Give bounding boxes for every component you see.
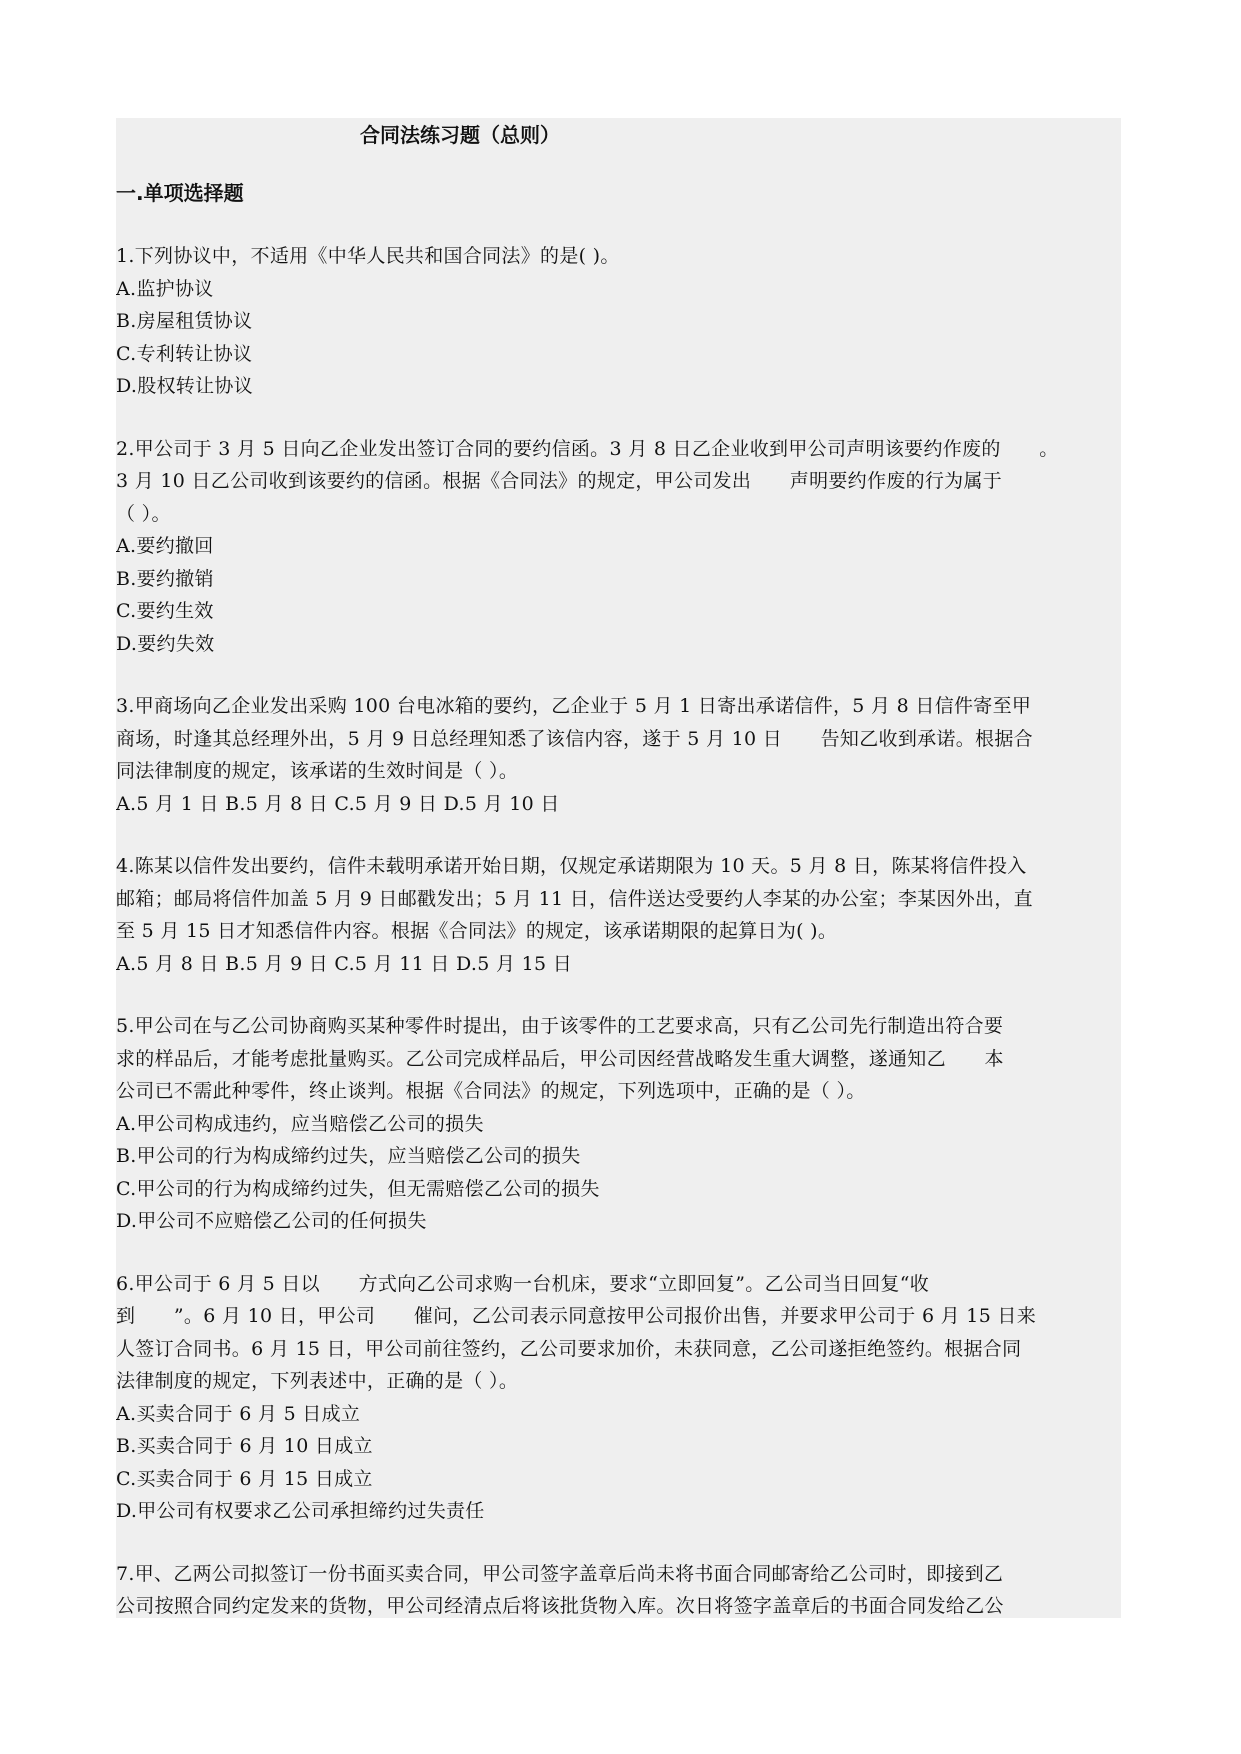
- answer-option: A.监护协议: [116, 277, 214, 300]
- question-text-line: 5.甲公司在与乙公司协商购买某种零件时提出，由于该零件的工艺要求高，只有乙公司先行制造出符合要: [116, 1015, 1004, 1037]
- question-text-line: 到 ”。6 月 10 日，甲公司 催问，乙公司表示同意按甲公司报价出售，并要求甲公司于 6 月 15 日来: [116, 1305, 1037, 1327]
- question-7: [116, 1558, 1121, 1619]
- question-text-line: 求的样品后，才能考虑批量购买。乙公司完成样品后，甲公司因经营战略发生重大调整，遂通知乙 本: [116, 1047, 1004, 1070]
- question-text-line: 3.甲商场向乙企业发出采购 100 台电冰箱的要约，乙企业于 5 月 1 日寄出承诺信件，5 月 8 日信件寄至甲: [116, 695, 1032, 717]
- question-2: [116, 433, 1121, 661]
- answer-option: B.要约撤销: [116, 567, 214, 590]
- answer-option: A.5 月 1 日 B.5 月 8 日 C.5 月 9 日 D.5 月 10 日: [116, 792, 560, 815]
- answer-option: A.甲公司构成违约，应当赔偿乙公司的损失: [116, 1112, 484, 1135]
- question-text-line: 至 5 月 15 日才知悉信件内容。根据《合同法》的规定，该承诺期限的起算日为( )。: [116, 920, 838, 942]
- answer-option: A.买卖合同于 6 月 5 日成立: [116, 1402, 361, 1425]
- question-text-line: 人签订合同书。6 月 15 日，甲公司前往签约，乙公司要求加价，未获同意，乙公司遂拒绝签约。根据合同: [116, 1337, 1022, 1360]
- answer-option: B.房屋租赁协议: [116, 310, 253, 332]
- question-text-line: 公司按照合同约定发来的货物，甲公司经清点后将该批货物入库。次日将签字盖章后的书面合同发给乙公: [116, 1595, 1004, 1617]
- answer-option: D.要约失效: [116, 632, 215, 655]
- question-text-line: 商场，时逢其总经理外出，5 月 9 日总经理知悉了该信内容，遂于 5 月 10 日 告知乙收到承诺。根据合: [116, 727, 1033, 750]
- question-text-line: （ ）。: [116, 502, 171, 525]
- answer-option: C.专利转让协议: [116, 342, 253, 365]
- question-text-line: 公司已不需此种零件，终止谈判。根据《合同法》的规定，下列选项中，正确的是（ ）。: [116, 1080, 866, 1102]
- answer-option: D.甲公司不应赔偿乙公司的任何损失: [116, 1210, 427, 1232]
- question-text-line: 1.下列协议中，不适用《中华人民共和国合同法》的是( )。: [116, 245, 620, 267]
- answer-option: A.5 月 8 日 B.5 月 9 日 C.5 月 11 日 D.5 月 15 日: [116, 952, 573, 975]
- answer-option: D.甲公司有权要求乙公司承担缔约过失责任: [116, 1500, 485, 1522]
- question-6: [116, 1268, 1121, 1528]
- document-page: [116, 118, 1121, 1618]
- question-text-line: 6.甲公司于 6 月 5 日以 方式向乙公司求购一台机床，要求“立即回复”。乙公司当日回复“收: [116, 1272, 930, 1295]
- question-3: [116, 690, 1121, 820]
- question-list: [116, 240, 1121, 1618]
- answer-option: A.要约撤回: [116, 535, 214, 557]
- answer-option: C.甲公司的行为构成缔约过失，但无需赔偿乙公司的损失: [116, 1177, 600, 1200]
- question-1: [116, 240, 1121, 403]
- answer-option: C.买卖合同于 6 月 15 日成立: [116, 1467, 373, 1490]
- question-text-line: 4.陈某以信件发出要约，信件未载明承诺开始日期，仅规定承诺期限为 10 天。5 月 8 日，陈某将信件投入: [116, 855, 1027, 877]
- answer-option: C.要约生效: [116, 600, 214, 622]
- question-text-line: 同法律制度的规定，该承诺的生效时间是（ ）。: [116, 760, 519, 782]
- answer-option: B.买卖合同于 6 月 10 日成立: [116, 1435, 373, 1457]
- answer-option: D.股权转让协议: [116, 375, 253, 397]
- question-text-line: 邮箱；邮局将信件加盖 5 月 9 日邮戳发出；5 月 11 日，信件送达受要约人李某的办公室；李某因外出，直: [116, 887, 1033, 910]
- question-text-line: 3 月 10 日乙公司收到该要约的信函。根据《合同法》的规定，甲公司发出 声明要约作废的行为属于: [116, 470, 1003, 492]
- question-4: [116, 850, 1121, 980]
- question-text-line: 2.甲公司于 3 月 5 日向乙企业发出签订合同的要约信函。3 月 8 日乙企业收到甲公司声明该要约作废的 。: [116, 437, 1059, 460]
- question-text-line: 7.甲、乙两公司拟签订一份书面买卖合同，甲公司签字盖章后尚未将书面合同邮寄给乙公司时，即接到乙: [116, 1562, 1004, 1585]
- question-5: [116, 1010, 1121, 1238]
- document-title: 合同法练习题（总则）: [360, 123, 560, 147]
- section-heading: 一.单项选择题: [116, 181, 244, 205]
- answer-option: B.甲公司的行为构成缔约过失，应当赔偿乙公司的损失: [116, 1145, 581, 1167]
- question-text-line: 法律制度的规定，下列表述中，正确的是（ ）。: [116, 1370, 519, 1392]
